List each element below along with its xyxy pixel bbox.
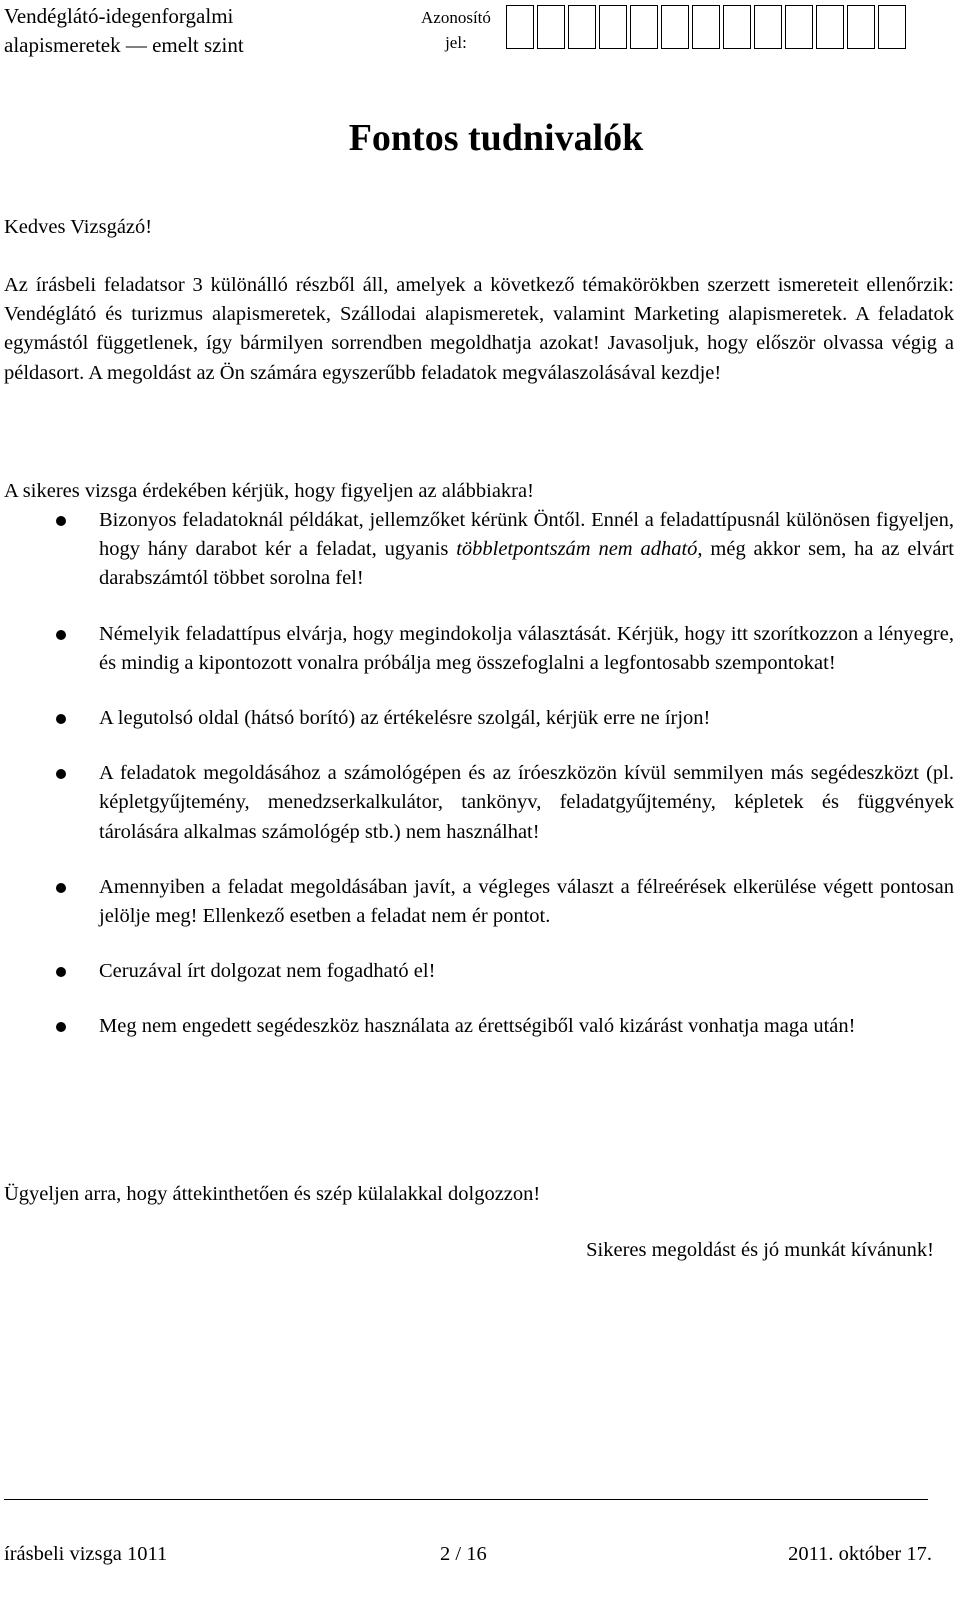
id-code-box[interactable] xyxy=(847,5,875,49)
bullet-icon xyxy=(56,630,66,640)
id-code-box[interactable] xyxy=(537,5,565,49)
id-code-box[interactable] xyxy=(754,5,782,49)
footer-exam-label: írásbeli vizsga 1011 xyxy=(4,1543,168,1565)
instruction-text: A legutolsó oldal (hátsó borító) az értékelésre szolgál, kérjük erre ne írjon! xyxy=(99,707,711,730)
id-label xyxy=(421,5,491,55)
closing-note: Ügyeljen arra, hogy áttekinthetően és szép külalakkal dolgozzon! xyxy=(4,1183,541,1205)
id-code-box[interactable] xyxy=(661,5,689,49)
id-code-boxes[interactable] xyxy=(506,5,909,49)
instruction-item xyxy=(0,620,954,678)
id-code-box[interactable] xyxy=(506,5,534,49)
page-title xyxy=(0,115,960,161)
subject-title xyxy=(4,2,244,60)
bullet-icon xyxy=(56,967,66,977)
id-code-box[interactable] xyxy=(630,5,658,49)
instruction-text: A feladatok megoldásához a számológépen és az íróeszközön kívül semmilyen más segédeszközt (pl. képletgyűjtemény, menedzserkalkulátor, tankönyv, feladatgyűjtemény, képletek és függvények tárolására alkalmas számológép stb.) nem használhat! xyxy=(99,762,954,843)
emphasis-text: többletpontszám nem adható xyxy=(456,538,698,561)
id-code-box[interactable] xyxy=(568,5,596,49)
instruction-text: Némelyik feladattípus elvárja, hogy megindokolja választását. Kérjük, hogy itt szorítkozzon a lényegre, és mindig a kipontozott vonalra próbálja meg összefoglalni a legfontosabb szempontokat! xyxy=(99,622,954,674)
instruction-item xyxy=(0,1012,954,1041)
instruction-item xyxy=(0,873,954,931)
id-label-line-1: Azonosító xyxy=(421,8,491,27)
closing-wish: Sikeres megoldást és jó munkát kívánunk! xyxy=(586,1239,934,1261)
instruction-item xyxy=(0,704,954,733)
footer-page-number: 2 / 16 xyxy=(440,1543,487,1565)
instruction-item xyxy=(0,957,954,986)
footer-divider xyxy=(4,1499,928,1500)
instruction-item xyxy=(0,759,954,847)
subject-line-2: alapismeretek — emelt szint xyxy=(4,33,244,57)
id-code-box[interactable] xyxy=(723,5,751,49)
bullet-icon xyxy=(56,769,66,779)
id-code-box[interactable] xyxy=(878,5,906,49)
id-code-box[interactable] xyxy=(599,5,627,49)
id-code-box[interactable] xyxy=(816,5,844,49)
footer-date: 2011. október 17. xyxy=(788,1543,932,1565)
instruction-text: Ceruzával írt dolgozat nem fogadható el! xyxy=(99,960,436,983)
subject-line-1: Vendéglátó-idegenforgalmi xyxy=(4,4,234,28)
instruction-item xyxy=(0,506,954,594)
instruction-text: Bizonyos feladatoknál példákat, jellemzőket kérünk Öntől. Ennél a feladattípusnál különösen figyeljen, hogy hány darabot kér a feladat, ugyanis többletpontszám nem adható, még akkor sem, ha az elvárt darabszámtól többet sorolna fel! xyxy=(99,509,954,590)
instruction-text: Meg nem engedett segédeszköz használata az érettségiből való kizárást vonhatja maga után! xyxy=(99,1015,856,1038)
bullet-icon xyxy=(56,883,66,893)
bullet-icon xyxy=(56,1022,66,1032)
bullet-icon xyxy=(56,714,66,724)
greeting: Kedves Vizsgázó! xyxy=(4,216,153,238)
instructions-lead: A sikeres vizsga érdekében kérjük, hogy figyeljen az alábbiakra! xyxy=(4,480,534,502)
id-code-box[interactable] xyxy=(785,5,813,49)
instruction-text: Amennyiben a feladat megoldásában javít, a végleges választ a félreérések elkerülése végett pontosan jelölje meg! Ellenkező esetben a feladat nem ér pontot. xyxy=(99,875,954,928)
id-code-box[interactable] xyxy=(692,5,720,49)
page-title-text: Fontos tudnivalók xyxy=(348,117,644,159)
instruction-list xyxy=(0,506,954,1068)
intro-paragraph: Az írásbeli feladatsor 3 különálló részből áll, amelyek a következő témakörökben szerzett ismereteit ellenőrzik: Vendéglátó és turizmus alapismeretek, Szállodai alapismeretek, valamint Marketing alapismeretek. A feladatok egymástól függetlenek, így bármilyen sorrendben megoldhatja azokat! Javasoljuk, hogy először olvassa végig a példasort. A megoldást az Ön számára egyszerűbb feladatok megválaszolásával kezdje! xyxy=(4,274,954,384)
id-label-line-2: jel: xyxy=(445,33,467,52)
page-header xyxy=(0,0,960,56)
bullet-icon xyxy=(56,516,66,526)
